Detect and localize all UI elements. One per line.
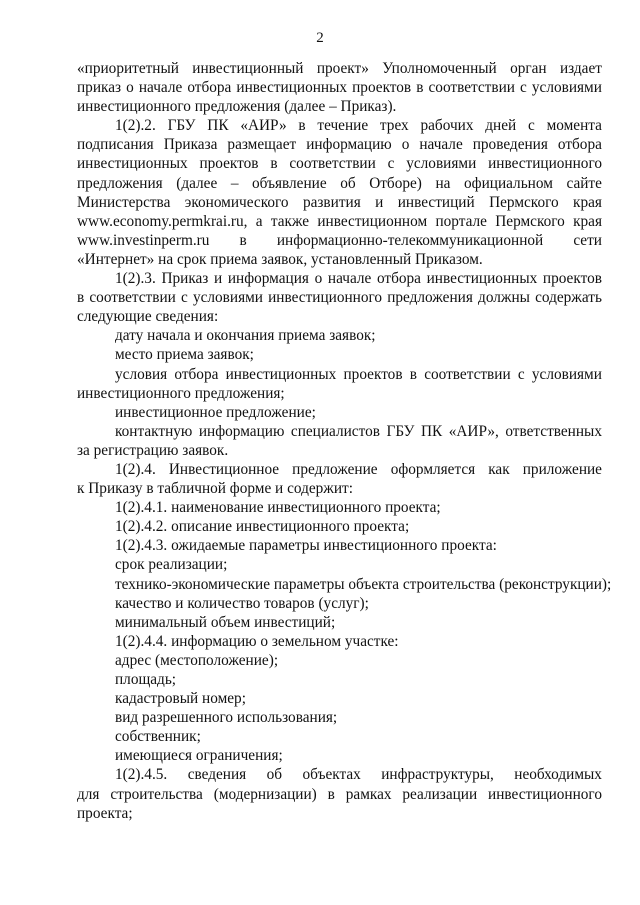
text-line bbox=[77, 785, 602, 804]
word: течение bbox=[317, 117, 369, 135]
word: с bbox=[517, 365, 525, 383]
word: инвестиционного bbox=[488, 155, 602, 173]
word: развития bbox=[302, 193, 361, 211]
word: Приказ bbox=[161, 270, 209, 288]
word: условиями bbox=[192, 289, 263, 307]
word: как bbox=[488, 460, 510, 478]
word: ПК bbox=[420, 422, 443, 440]
text-line: минимальный объем инвестиций; bbox=[115, 613, 336, 631]
text-line: инвестиционного предложения; bbox=[77, 384, 285, 402]
text-line: инвестиционное предложение; bbox=[115, 403, 316, 421]
word: издает bbox=[559, 60, 602, 77]
word: 1(2).4. bbox=[115, 460, 156, 478]
text-line bbox=[77, 174, 602, 193]
text-line bbox=[77, 269, 602, 288]
word: 1(2).3. bbox=[115, 270, 156, 288]
word: ПК bbox=[207, 117, 229, 135]
word: отбора bbox=[187, 79, 232, 97]
page-number: 2 bbox=[316, 30, 324, 46]
word: экономического bbox=[184, 193, 289, 211]
word: «АИР», bbox=[448, 422, 499, 440]
word: момента bbox=[546, 117, 602, 135]
text-line: за регистрацию заявок. bbox=[77, 441, 229, 459]
word: условиями bbox=[406, 155, 477, 173]
word: инвестиций bbox=[397, 193, 475, 211]
text-line: имеющиеся ограничения; bbox=[115, 747, 283, 765]
text-line: проекта; bbox=[77, 804, 133, 822]
word: специалистов bbox=[290, 422, 380, 440]
word: отбора bbox=[174, 365, 219, 383]
text-line: дату начала и окончания приема заявок; bbox=[115, 327, 376, 345]
word: www.economy.permkrai.ru, bbox=[77, 212, 248, 230]
word: оформляется bbox=[390, 460, 476, 478]
word: Отборе) bbox=[369, 174, 422, 192]
word: инвестиционном bbox=[317, 212, 428, 230]
word: в bbox=[409, 365, 417, 383]
word: «АИР» bbox=[240, 117, 287, 135]
word: должны bbox=[478, 289, 530, 307]
word: сети bbox=[573, 231, 602, 249]
word: размещает bbox=[227, 136, 297, 154]
word: проектов bbox=[343, 365, 403, 383]
word: сайте bbox=[566, 174, 602, 192]
word: Министерства bbox=[77, 193, 171, 211]
text-line bbox=[77, 135, 602, 154]
word: проектов bbox=[542, 270, 602, 288]
text-line: инвестиционного предложения (далее – Приказ). bbox=[77, 98, 397, 116]
word: информацию bbox=[306, 136, 392, 154]
word: о bbox=[314, 270, 323, 288]
word: также bbox=[270, 212, 310, 230]
word: строительства bbox=[110, 785, 203, 803]
word: инвестиционного bbox=[488, 785, 602, 803]
word: (далее bbox=[176, 174, 218, 192]
text-line: срок реализации; bbox=[115, 556, 228, 574]
text-line bbox=[77, 460, 602, 479]
word: соответствии bbox=[424, 365, 511, 383]
word: рабочих bbox=[420, 117, 474, 135]
word: с bbox=[520, 79, 527, 97]
word: «приоритетный bbox=[77, 60, 179, 77]
text-line: площадь; bbox=[115, 671, 177, 688]
text-line bbox=[77, 288, 602, 307]
text-line bbox=[77, 154, 602, 173]
text-line: 1(2).4.2. описание инвестиционного проекта; bbox=[115, 518, 410, 536]
word: с bbox=[180, 289, 188, 307]
word: для bbox=[77, 785, 100, 803]
word: проектов bbox=[199, 155, 259, 173]
word: инвестиционных bbox=[225, 365, 337, 383]
word: соответствии bbox=[89, 289, 176, 307]
word: инвестиционных bbox=[236, 79, 348, 97]
text-line: технико-экономические параметры объекта строительства (реконструкции); bbox=[115, 575, 612, 593]
word: о bbox=[401, 136, 410, 154]
word: реализации bbox=[402, 785, 478, 803]
word: инвестиционных bbox=[426, 270, 538, 288]
text-line: 1(2).4.4. информацию о земельном участке: bbox=[115, 632, 399, 650]
word: соответствии bbox=[289, 155, 376, 173]
word: начале bbox=[327, 270, 372, 288]
text-line bbox=[77, 59, 602, 78]
word: в bbox=[239, 231, 247, 249]
word: инвестиционных bbox=[77, 155, 188, 173]
word: условиями bbox=[531, 79, 602, 97]
word: инвестиционного bbox=[268, 289, 383, 307]
text-line: место приема заявок; bbox=[115, 346, 254, 364]
word: 1(2).4.5. bbox=[115, 766, 168, 784]
word: отбора bbox=[376, 270, 421, 288]
word: Приказа bbox=[163, 136, 218, 154]
word: дней bbox=[485, 117, 517, 135]
document-body bbox=[77, 59, 612, 823]
text-line bbox=[77, 116, 602, 135]
word: и bbox=[375, 193, 384, 211]
text-line bbox=[77, 231, 602, 250]
word: ГБУ bbox=[386, 422, 415, 440]
word: а bbox=[255, 212, 263, 230]
text-line: кадастровый номер; bbox=[115, 690, 246, 708]
text-line: вид разрешенного использования; bbox=[115, 709, 338, 727]
word: края bbox=[573, 212, 602, 230]
word: ГБУ bbox=[167, 117, 196, 135]
word: официальном bbox=[464, 174, 553, 192]
text-line bbox=[77, 193, 602, 212]
text-line bbox=[77, 422, 602, 441]
word: проектов bbox=[352, 79, 412, 97]
word: информационно-телекоммуникационной bbox=[276, 231, 544, 249]
word: на bbox=[435, 174, 451, 192]
word: информацию bbox=[198, 422, 285, 440]
word: контактную bbox=[115, 422, 193, 440]
word: об bbox=[266, 766, 283, 784]
word: портале bbox=[435, 212, 487, 230]
word: в bbox=[298, 117, 306, 135]
word: информация bbox=[227, 270, 309, 288]
word: начале bbox=[138, 79, 183, 97]
word: – bbox=[230, 174, 239, 192]
word: условия bbox=[115, 365, 168, 383]
word: Пермского bbox=[495, 212, 565, 230]
word: необходимых bbox=[514, 766, 602, 784]
text-line: 1(2).4.1. наименование инвестиционного проекта; bbox=[115, 499, 441, 517]
word: рамках bbox=[345, 785, 392, 803]
word: края bbox=[573, 193, 602, 211]
text-line bbox=[77, 212, 602, 231]
word: сведения bbox=[187, 766, 247, 784]
word: инвестиционный bbox=[192, 60, 304, 77]
text-line: собственник; bbox=[115, 728, 201, 746]
word: предложения bbox=[387, 289, 473, 307]
text-line: к Приказу в табличной форме и содержит: bbox=[77, 480, 353, 498]
word: (модернизации) bbox=[213, 785, 317, 803]
word: начале bbox=[419, 136, 463, 154]
word: проведения bbox=[472, 136, 548, 154]
word: в bbox=[416, 79, 424, 97]
word: трех bbox=[379, 117, 409, 135]
word: объявление bbox=[252, 174, 327, 192]
word: о bbox=[126, 79, 134, 97]
text-line: 1(2).4.3. ожидаемые параметры инвестиционного проекта: bbox=[115, 537, 497, 555]
word: инфраструктуры, bbox=[381, 766, 494, 784]
text-line: качество и количество товаров (услуг); bbox=[115, 594, 369, 612]
text-line bbox=[77, 765, 602, 784]
word: предложение bbox=[292, 460, 378, 478]
word: объектах bbox=[302, 766, 361, 784]
word: www.investinperm.ru bbox=[77, 231, 210, 249]
text-line: следующие сведения: bbox=[77, 308, 219, 326]
word: подписания bbox=[77, 136, 154, 154]
word: с bbox=[528, 117, 535, 135]
word: в bbox=[270, 155, 278, 173]
word: орган bbox=[510, 60, 547, 77]
word: приложение bbox=[522, 460, 602, 478]
word: в bbox=[77, 289, 85, 307]
word: Уполномоченный bbox=[382, 60, 497, 77]
word: 1(2).2. bbox=[115, 117, 156, 135]
word: отбора bbox=[557, 136, 602, 154]
word: об bbox=[340, 174, 356, 192]
text-line: «Интернет» на срок приема заявок, установленный Приказом. bbox=[77, 250, 483, 268]
word: условиями bbox=[531, 365, 602, 383]
text-line bbox=[77, 365, 602, 384]
word: с bbox=[387, 155, 395, 173]
word: ответственных bbox=[505, 422, 602, 440]
word: приказ bbox=[77, 79, 122, 97]
text-line bbox=[77, 78, 602, 97]
word: содержать bbox=[535, 289, 602, 307]
word: соответствии bbox=[428, 79, 515, 97]
word: проект» bbox=[316, 60, 369, 77]
word: предложения bbox=[77, 174, 163, 192]
word: Пермского bbox=[489, 193, 559, 211]
word: и bbox=[214, 270, 223, 288]
text-line: адрес (местоположение); bbox=[115, 651, 279, 669]
word: в bbox=[327, 785, 335, 803]
word: Инвестиционное bbox=[168, 460, 280, 478]
